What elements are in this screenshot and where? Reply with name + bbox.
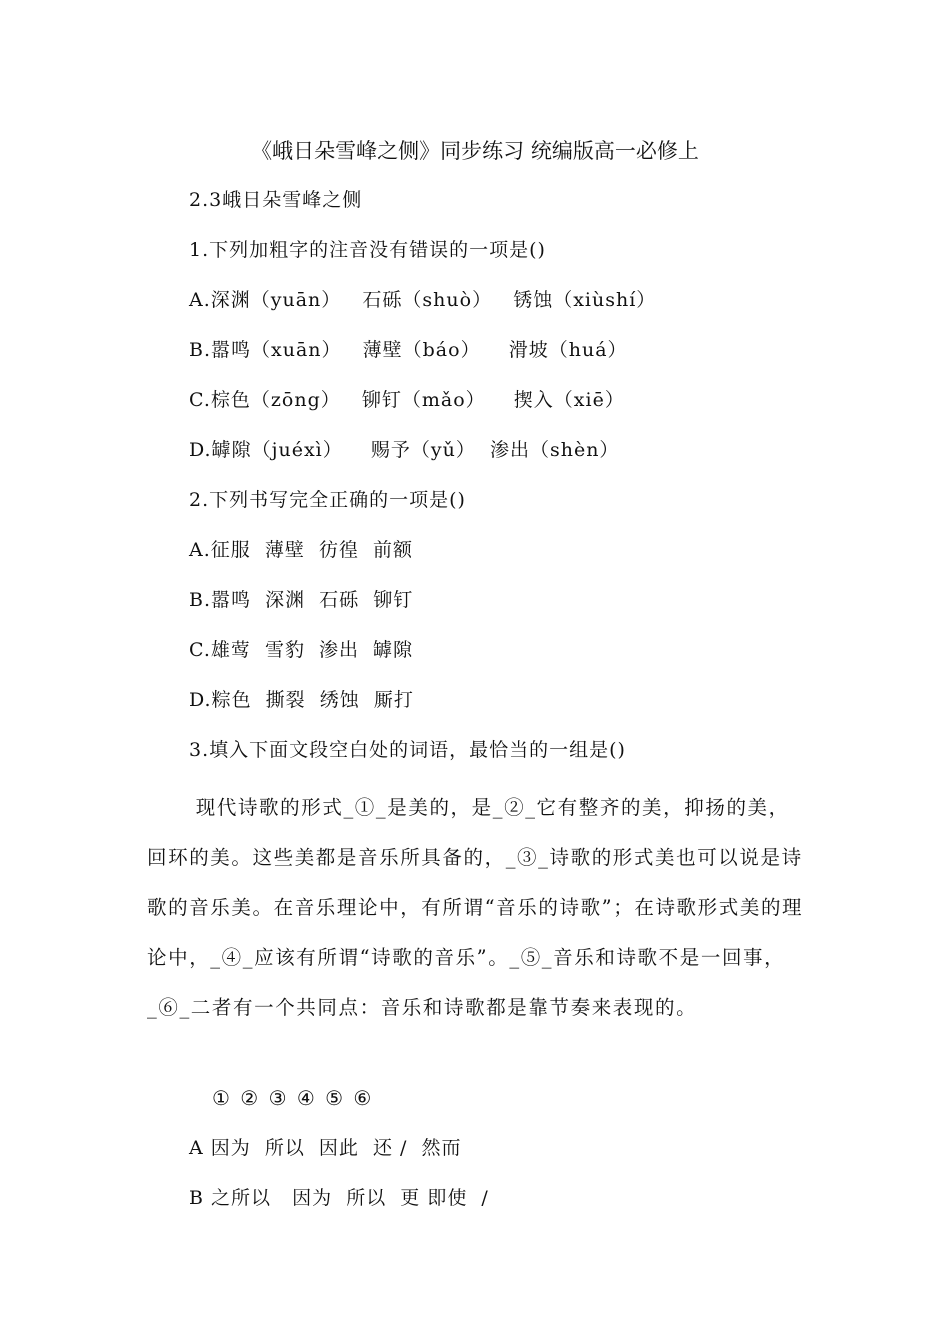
question-2-option-b: B.嚣鸣 深渊 石砾 铆钉 (189, 589, 414, 611)
section-heading: 2.3峨日朵雪峰之侧 (189, 189, 363, 211)
question-3-stem: 3.填入下面文段空白处的词语，最恰当的一组是() (189, 739, 626, 761)
question-1-option-b: B.嚣鸣（xuān） 薄壁（báo） 滑坡（huá） (189, 339, 628, 361)
question-1-stem: 1.下列加粗字的注音没有错误的一项是() (189, 239, 546, 261)
question-3-option-a: A 因为 所以 因此 还 / 然而 (189, 1137, 462, 1159)
blank-markers: ① ② ③ ④ ⑤ ⑥ (212, 1086, 372, 1110)
question-2-option-d: D.粽色 撕裂 绣蚀 厮打 (189, 689, 414, 711)
question-2-option-c: C.雄莺 雪豹 渗出 罅隙 (189, 639, 414, 661)
question-3-passage: 现代诗歌的形式_①_是美的，是_②_它有整齐的美，抑扬的美，回环的美。这些美都是音乐所具备的，_③_诗歌的形式美也可以说是诗歌的音乐美。在音乐理论中，有所谓“音乐的诗歌”；在诗歌形式美的理论中，_④_应该有所谓“诗歌的音乐”。_⑤_音乐和诗歌不是一回事，_⑥_二者有一个共同点：音乐和诗歌都是靠节奏来表现的。 (147, 796, 804, 1019)
question-2-option-a: A.征服 薄壁 彷徨 前额 (189, 539, 413, 561)
question-1-option-d: D.罅隙（juéxì） 赐予（yǔ） 渗出（shèn） (189, 439, 620, 461)
question-1-option-c: C.棕色（zōng） 铆钉（mǎo） 揳入（xiē） (189, 389, 625, 411)
question-3-option-b: B 之所以 因为 所以 更 即使 / (189, 1187, 489, 1209)
document-title: 《峨日朵雪峰之侧》同步练习 统编版高一必修上 (251, 139, 699, 163)
question-1-option-a: A.深渊（yuān） 石砾（shuò） 锈蚀（xiùshí） (189, 289, 657, 311)
question-2-stem: 2.下列书写完全正确的一项是() (189, 489, 466, 511)
